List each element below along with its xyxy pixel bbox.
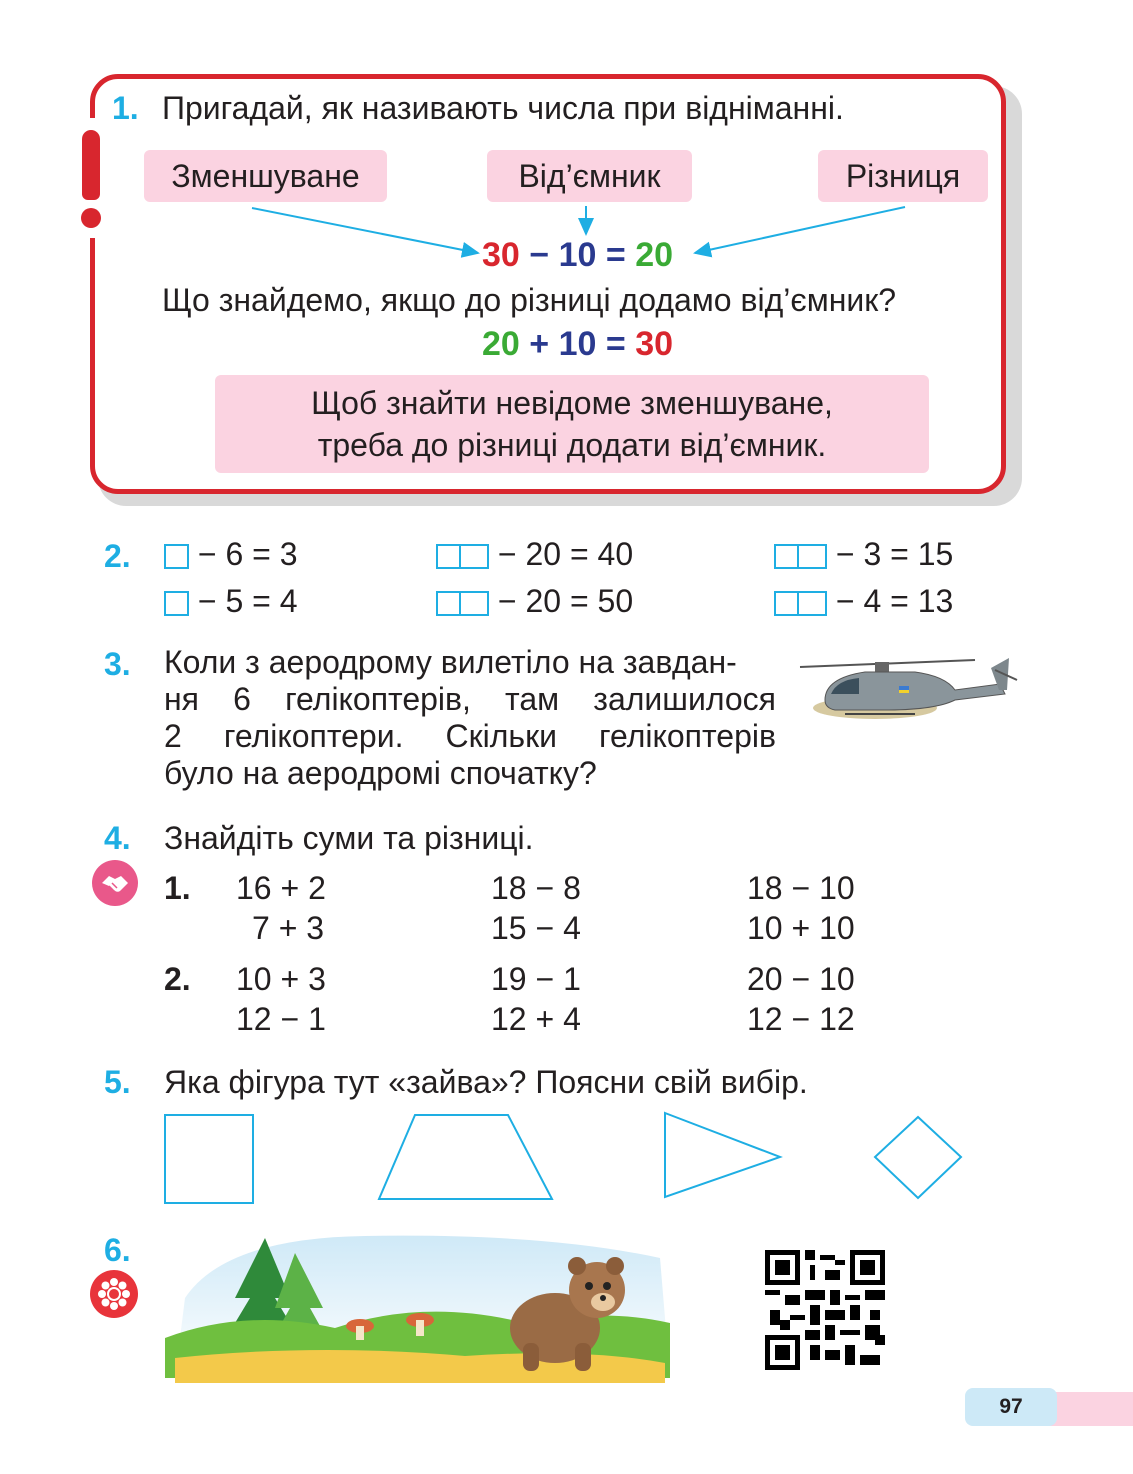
label-minuend: Зменшуване [144, 150, 387, 202]
answer-box[interactable] [774, 591, 799, 616]
task4-group1-label: 1. [164, 870, 191, 906]
task2-expr: − 20 = 40 [489, 536, 634, 572]
task2-item-1 [164, 536, 298, 573]
answer-box[interactable] [164, 591, 189, 616]
task4-expr: 18 − 8 [491, 870, 581, 906]
task4-expr: 18 − 10 [747, 870, 855, 906]
task2-item-3 [774, 536, 953, 573]
arrow-minuend [252, 208, 478, 253]
task3-line: 2 гелікоптери. Скільки гелікоптерів [164, 718, 776, 754]
eq2-a: 20 [482, 325, 520, 363]
trapezoid-shape [379, 1115, 552, 1199]
answer-box[interactable] [436, 544, 461, 569]
helicopter-illustration [795, 650, 1025, 725]
task4-expr: 7 + 3 [252, 910, 325, 946]
answer-box[interactable] [799, 544, 827, 569]
page-number: 97 [965, 1388, 1057, 1426]
task6-number: 6. [104, 1232, 131, 1268]
task3-number: 3. [104, 646, 131, 682]
task1-title: Пригадай, як називають числа при відніманні. [162, 90, 844, 126]
qr-code [765, 1250, 885, 1370]
task2-number: 2. [104, 538, 131, 574]
rule-box [215, 375, 929, 473]
eq2-op: + [529, 325, 550, 363]
task2-item-5 [436, 583, 633, 620]
eq1-minuend: 30 [482, 236, 520, 274]
square-shape [165, 1115, 253, 1203]
eq2-c: 30 [635, 325, 674, 363]
answer-box[interactable] [461, 544, 489, 569]
task5-title: Яка фігура тут «зайва»? Поясни свій вибір. [164, 1064, 808, 1100]
task4-expr: 10 + 10 [747, 910, 855, 946]
flower-icon [90, 1270, 138, 1318]
task1-number: 1. [112, 90, 139, 126]
rule-line-2: треба до різниці додати від’ємник. [317, 427, 827, 463]
task4-expr: 20 − 10 [747, 961, 855, 997]
eq2-equals: = [605, 325, 626, 363]
answer-box[interactable] [774, 544, 799, 569]
shapes [150, 1105, 980, 1215]
task4-expr: 12 + 4 [491, 1001, 581, 1037]
eq1-difference: 20 [635, 236, 674, 274]
task3-line: було на аеродромі спочатку? [164, 755, 597, 791]
answer-box[interactable] [436, 591, 461, 616]
task2-item-4 [164, 583, 298, 620]
task4-number: 4. [104, 820, 131, 856]
equation-subtraction [482, 236, 673, 275]
task2-expr: − 3 = 15 [827, 536, 954, 572]
task2-item-6 [774, 583, 953, 620]
task2-expr: − 5 = 4 [189, 583, 298, 619]
rule-line-1: Щоб знайти невідоме зменшуване, [311, 385, 833, 421]
eq1-subtrahend: 10 [558, 236, 597, 274]
task4-expr: 16 + 2 [236, 870, 326, 906]
task4-expr: 15 − 4 [491, 910, 581, 946]
eq1-op: − [529, 236, 550, 274]
label-difference: Різниця [818, 150, 988, 202]
eq2-b: 10 [558, 325, 597, 363]
task4-expr: 19 − 1 [491, 961, 581, 997]
task3-line: ня 6 гелікоптерів, там залишилося [164, 681, 776, 717]
task2-expr: − 6 = 3 [189, 536, 298, 572]
answer-box[interactable] [461, 591, 489, 616]
task4-expr: 10 + 3 [236, 961, 326, 997]
task1-question: Що знайдемо, якщо до різниці додамо від’ємник? [162, 282, 897, 318]
triangle-shape [665, 1113, 780, 1197]
task4-title: Знайдіть суми та різниці. [164, 820, 534, 856]
task3-line: Коли з аеродрому вилетіло на завдан- [164, 644, 737, 680]
task2-expr: − 20 = 50 [489, 583, 634, 619]
answer-box[interactable] [799, 591, 827, 616]
rhombus-shape [875, 1117, 961, 1198]
handshake-icon [92, 860, 138, 906]
answer-box[interactable] [164, 544, 189, 569]
task3-text [164, 644, 776, 792]
task5-number: 5. [104, 1064, 131, 1100]
task4-group2-label: 2. [164, 961, 191, 997]
task2-expr: − 4 = 13 [827, 583, 954, 619]
arrow-difference [695, 207, 905, 253]
label-subtrahend: Від’ємник [487, 150, 692, 202]
equation-addition [482, 325, 673, 364]
eq1-equals: = [605, 236, 626, 274]
task2-item-2 [436, 536, 633, 573]
task4-expr: 12 − 1 [236, 1001, 326, 1037]
task4-expr: 12 − 12 [747, 1001, 855, 1037]
forest-bear-illustration [165, 1228, 675, 1388]
